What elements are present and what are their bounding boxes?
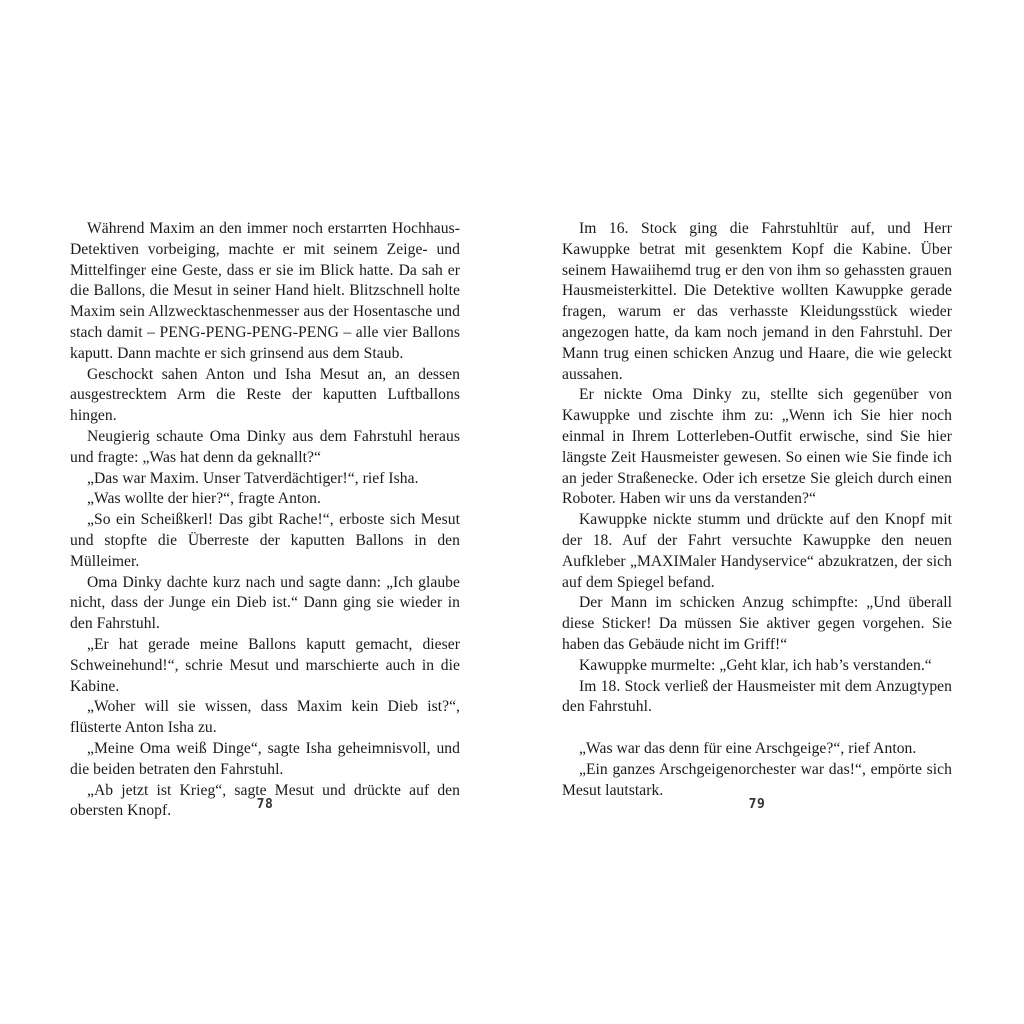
paragraph: „Ab jetzt ist Krieg“, sagte Mesut und drückte auf den obersten Knopf. — [70, 781, 460, 820]
paragraph: „Er hat gerade meine Ballons kaputt gemacht, dieser Schweinehund!“, schrie Mesut und marschierte auch in die Kabine. — [70, 635, 460, 695]
paragraph: Er nickte Oma Dinky zu, stellte sich gegenüber von Kawuppke und zischte ihm zu: „Wenn ich Sie hier noch einmal in Ihrem Lotterleben-Outfit erwische, sind Sie hier längste Zeit Hausmeister gewesen. So einen wie Sie finde ich an jeder Straßenecke. Oder ich ersetze Sie gleich durch einen Roboter. Haben wir uns da verstanden?“ — [562, 386, 952, 508]
paragraph: Oma Dinky dachte kurz nach und sagte dann: „Ich glaube nicht, dass der Junge ein Dieb ist.“ Dann ging sie wieder in den Fahrstuhl. — [70, 573, 460, 633]
paragraph: Geschockt sahen Anton und Isha Mesut an, an dessen ausgestrecktem Arm die Reste der kaputten Luftballons hingen. — [70, 365, 460, 425]
left-page — [70, 219, 460, 822]
paragraph: Im 18. Stock verließ der Hausmeister mit dem Anzugtypen den Fahrstuhl. — [562, 677, 952, 716]
page-number-left: 78 — [256, 797, 274, 812]
right-page-text — [562, 219, 952, 802]
paragraph: „Ein ganzes Arschgeigenorchester war das!“, empörte sich Mesut lautstark. — [562, 760, 952, 799]
paragraph: Neugierig schaute Oma Dinky aus dem Fahrstuhl heraus und fragte: „Was hat denn da geknallt?“ — [70, 427, 460, 466]
paragraph: „So ein Scheißkerl! Das gibt Rache!“, erboste sich Mesut und stopfte die Überreste der kaputten Ballons in den Mülleimer. — [70, 511, 460, 570]
page-number-right: 79 — [748, 797, 766, 812]
paragraph: „Was war das denn für eine Arschgeige?“, rief Anton. — [579, 740, 917, 758]
paragraph: „Woher will sie wissen, dass Maxim kein Dieb ist?“, flüsterte Anton Isha zu. — [70, 698, 460, 737]
paragraph: Kawuppke nickte stumm und drückte auf den Knopf mit der 18. Auf der Fahrt versuchte Kawuppke den neuen Aufkleber „MAXIMaler Handyservice“ abzukratzen, der sich auf dem Spiegel befand. — [562, 511, 952, 591]
paragraph: „Was wollte der hier?“, fragte Anton. — [87, 490, 321, 508]
paragraph: Während Maxim an den immer noch erstarrten Hochhaus-Detektiven vorbeiging, machte er mit seinem Zeige- und Mittelfinger eine Geste, dass er sie im Blick hatte. Da sah er die Ballons, die Mesut in seiner Hand hielt. Blitzschnell holte Maxim sein Allzwecktaschenmesser aus der Hosentasche und stach damit – PENG-PENG-PENG-PENG – alle vier Ballons kaputt. Dann machte er sich grinsend aus dem Staub. — [70, 220, 460, 362]
paragraph: Kawuppke murmelte: „Geht klar, ich hab’s verstanden.“ — [579, 656, 932, 674]
left-page-text — [70, 219, 460, 822]
paragraph: Im 16. Stock ging die Fahrstuhltür auf, und Herr Kawuppke betrat mit gesenktem Kopf die Kabine. Über seinem Hawaiihemd trug er den von ihm so gehassten grauen Hausmeisterkittel. Die Detektive wollten Kawuppke gerade fragen, warum er das verhasste Kleidungsstück wieder angezogen hatte, da kam noch jemand in den Fahrstuhl. Der Mann trug einen schicken Anzug und Haare, die wie geleckt aussahen. — [562, 220, 952, 383]
right-page — [562, 219, 952, 802]
paragraph: Der Mann im schicken Anzug schimpfte: „Und überall diese Sticker! Da müssen Sie aktiver gegen vorgehen. Sie haben das Gebäude nicht im Griff!“ — [562, 594, 952, 653]
paragraph: „Meine Oma weiß Dinge“, sagte Isha geheimnisvoll, und die beiden betraten den Fahrstuhl. — [70, 739, 460, 778]
paragraph: „Das war Maxim. Unser Tatverdächtiger!“, rief Isha. — [87, 469, 419, 487]
